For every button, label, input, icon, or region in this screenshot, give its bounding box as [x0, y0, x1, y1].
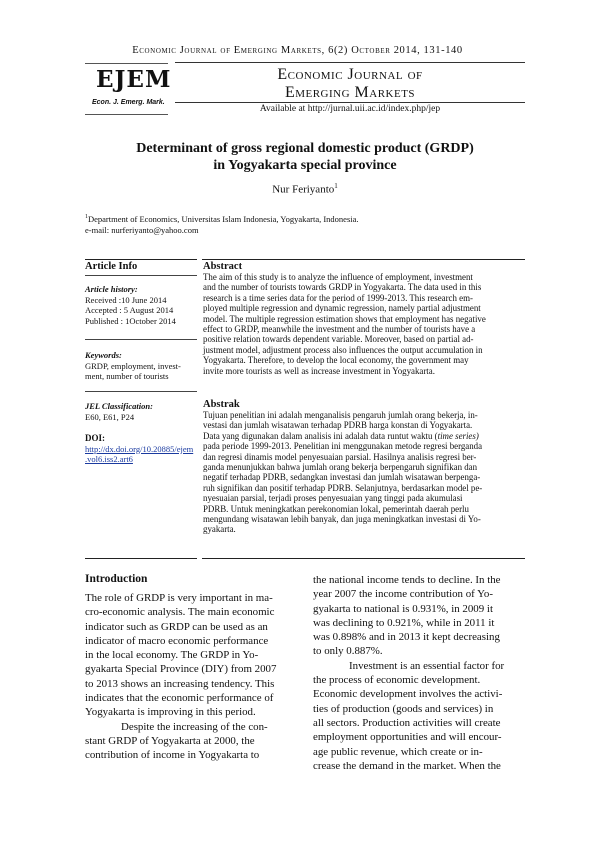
body-line: The role of GRDP is very important in ma- — [85, 592, 273, 604]
body-line: in the local economy. The GRDP in Yo- — [85, 649, 259, 662]
body-line: was declining to 0.921%, while in 2011 it — [313, 616, 495, 629]
body-line: year 2007 the income contribution of Yo- — [313, 588, 493, 601]
abstrak-line: gyakarta. — [203, 524, 236, 535]
body-line: Yogyakarta is improving in this period. — [85, 706, 256, 719]
body-line: stant GRDP of Yogyakarta at 2000, the — [85, 734, 255, 747]
article-history — [85, 284, 200, 326]
body-line: Economic development involves the activi- — [313, 688, 503, 701]
jel-label: JEL Classification: — [85, 401, 153, 411]
abstrak-line3-italic: time series) — [437, 430, 479, 441]
jel-classification — [85, 401, 200, 422]
abstrak-line — [203, 431, 525, 441]
body-line: ties of production (goods and services) in — [313, 702, 494, 715]
keywords-line1: GRDP, employment, invest- — [85, 360, 181, 371]
abstrak-line: negatif terhadap PDRB, sedangkan investasi dan jumlah wisatawan berpenga- — [203, 472, 481, 483]
abstract-line: invite more tourists as well as increase investment in Yogyakarta. — [203, 365, 435, 376]
intro-right-column — [313, 573, 525, 773]
abstrak-line: ganda menunjukkan bahwa jumlah orang bekerja berpengaruh signifikan dan — [203, 462, 478, 473]
abstract-line: Yogyakarta. Therefore, to develop the local economy, the government may — [203, 355, 469, 366]
published-date: Published : 1October 2014 — [85, 315, 176, 326]
abstract-line: and the number of tourists towards GRDP in Yogyakarta. The data used in this — [203, 282, 482, 293]
body-line: Despite the increasing of the con- — [121, 720, 268, 733]
divider — [175, 102, 525, 103]
abstrak-line: pada periode 1999-2013. Penelitian ini menggunakan metode regresi berganda — [203, 441, 483, 452]
body-line: employment opportunities and will encour- — [313, 731, 502, 744]
divider — [202, 259, 525, 260]
body-line: the process of economic development. — [313, 674, 481, 687]
abstract-line: positive relation towards dependent variable. Moreover, based on partial ad- — [203, 334, 474, 345]
logo-text: EJEM — [96, 66, 172, 93]
title-line1: Determinant of gross regional domestic product (GRDP) — [136, 141, 474, 156]
abstract-line: justment model, adjustment process also influences the output accumulation in — [203, 344, 483, 355]
running-header: Economic Journal of Emerging Markets, 6(2) October 2014, 131-140 — [132, 45, 463, 56]
affiliation-sup: 1 — [85, 214, 88, 220]
body-line: to 2013 shows an increasing tendency. This — [85, 677, 275, 690]
title-line2: in Yogyakarta special province — [213, 158, 397, 173]
keywords-line2: ment, number of tourists — [85, 371, 169, 381]
affiliation-email: e-mail: nurferiyanto@yahoo.com — [85, 224, 199, 235]
abstrak-line: Tujuan penelitian ini adalah menganalisis pengaruh jumlah orang bekerja, in- — [203, 410, 478, 420]
journal-name — [175, 66, 525, 102]
abstract-line: effect to GRDP, meanwhile the investment and the number of tourists have a — [203, 324, 476, 335]
body-line: the national income tends to decline. In the — [313, 574, 501, 586]
introduction-heading: Introduction — [85, 573, 148, 585]
abstract-line: The aim of this study is to analyze the influence of employment, investment — [203, 272, 473, 282]
jel-codes: E60, E61, P24 — [85, 411, 135, 422]
abstrak-line: ruh signifikan dan positif terhadap PDRB. Selanjutnya, berdasarkan model pe- — [203, 482, 483, 493]
divider — [202, 558, 525, 559]
abstract-line: ployed multiple regression and dynamic regression, namely partial adjustment — [203, 303, 481, 314]
body-line: was 0.898% and in 2013 it kept decreasing — [313, 631, 500, 644]
divider — [85, 339, 197, 340]
doi-label: DOI: — [85, 433, 105, 443]
body-line: all sectors. Production activities will create — [313, 716, 501, 729]
abstrak-body — [203, 410, 525, 535]
affiliation-department: Department of Economics, Universitas Islam Indonesia, Yogyakarta, Indonesia. — [88, 213, 359, 224]
doi-link-line2[interactable]: .vol6.iss2.art6 — [85, 454, 133, 464]
article-info-heading-text: Article Info — [85, 261, 138, 272]
author-name: Nur Feriyanto — [272, 183, 335, 196]
divider — [85, 259, 197, 260]
intro-left-column — [85, 591, 297, 763]
divider — [85, 391, 197, 392]
affiliation — [85, 212, 525, 236]
abstrak-line: dan regresi dinamis model penyesuaian parsial. Hasilnya analisis regresi ber- — [203, 451, 477, 462]
author — [85, 182, 525, 196]
body-line: indicator of macro economic performance — [85, 634, 269, 647]
body-line: cro-economic analysis. The main economic — [85, 606, 275, 619]
author-sup: 1 — [334, 182, 338, 190]
body-line: gyakarta to national is 0.931%, in 2009 it — [313, 602, 493, 615]
keywords — [85, 350, 200, 382]
abstract-heading: Abstract — [203, 261, 243, 272]
keywords-label: Keywords: — [85, 350, 122, 360]
article-info-heading — [85, 261, 137, 273]
paper-title — [85, 140, 525, 174]
body-line: to only 0.887%. — [313, 645, 383, 658]
body-line: gyakarta Special Province (DIY) from 2007 — [85, 663, 277, 676]
abstrak-line: PDRB. Untuk meningkatkan perekonomian lokal, pemerintah daerah perlu — [203, 503, 469, 514]
body-line: indicator such as GRDP can be used as an — [85, 620, 268, 633]
journal-name-line2: Emerging Markets — [284, 84, 416, 101]
body-line: indicates that the economic performance of — [85, 692, 274, 705]
abstrak-line: mengundang wisatawan lebih banyak, dan juga meningkatkan investasi di Yo- — [203, 514, 481, 525]
abstrak-heading: Abstrak — [203, 399, 240, 410]
body-line: Investment is an essential factor for — [349, 659, 505, 672]
abstrak-line: nyesuaian parsial, terjadi proses penyesuaian yang tinggi pada akumulasi — [203, 493, 463, 504]
divider — [85, 275, 197, 276]
abstrak-line3-text: Data yang digunakan dalam analisis ini adalah data runtut waktu ( — [203, 430, 438, 441]
divider — [175, 62, 525, 63]
abstract-line: model. The multiple regression estimation shows that employment has negative — [203, 313, 486, 324]
history-label: Article history: — [85, 284, 138, 294]
body-line: contribution of income in Yogyakarta to — [85, 749, 260, 762]
abstract-body — [203, 272, 525, 376]
logo-subtitle: Econ. J. Emerg. Mark. — [92, 99, 165, 106]
journal-url: Available at http://jurnal.uii.ac.id/index.php/jep — [259, 104, 441, 114]
doi-block — [85, 433, 200, 465]
body-line: crease the demand in the market. When the — [313, 759, 501, 772]
abstrak-line: vestasi dan jumlah wisatawan terhadap PDRB harga konstan di Yogyakarta. — [203, 420, 473, 431]
journal-name-line1: Economic Journal of — [277, 66, 423, 83]
received-date: Received :10 June 2014 — [85, 294, 167, 305]
accepted-date: Accepted : 5 August 2014 — [85, 305, 174, 315]
divider — [85, 558, 197, 559]
body-line: age public revenue, which create or in- — [313, 745, 483, 758]
abstract-line: research is a time series data for the period of 1999-2013. This research em- — [203, 292, 473, 303]
doi-link-line1[interactable]: http://dx.doi.org/10.20885/ejem — [85, 443, 194, 454]
